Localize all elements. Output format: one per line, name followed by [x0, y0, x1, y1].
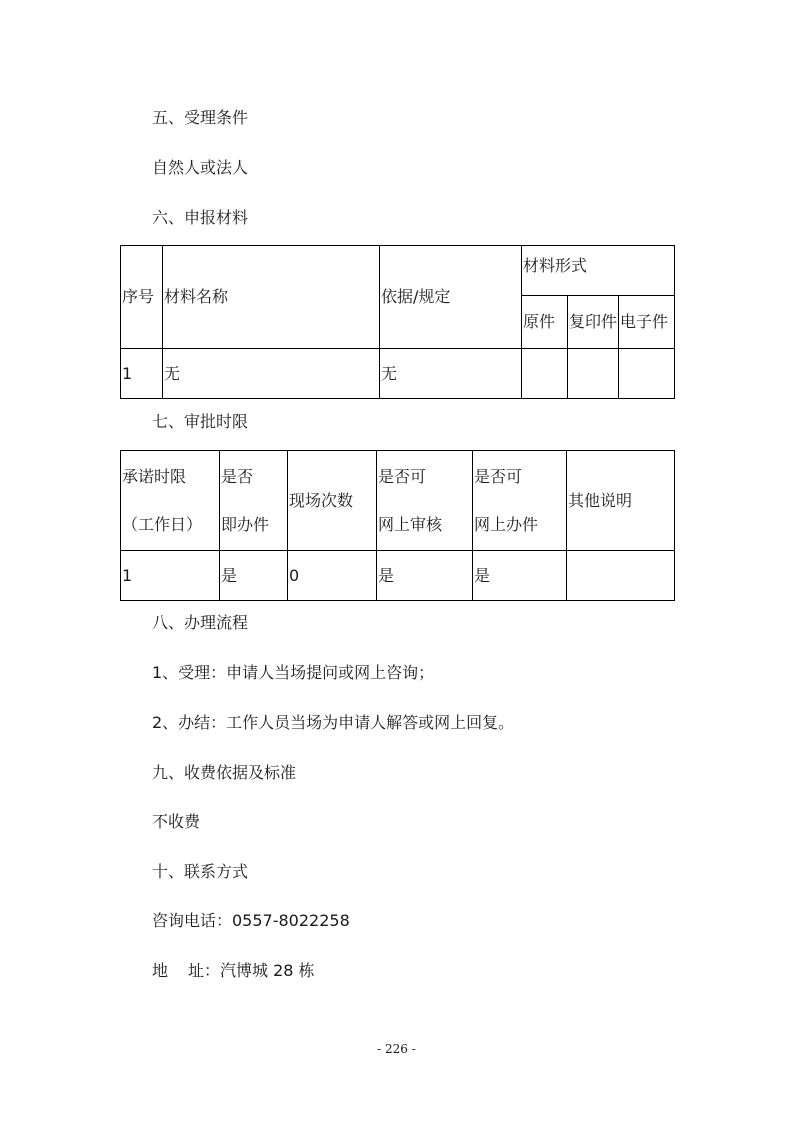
cell-online-review: 是 [377, 551, 473, 601]
section-5-body: 自然人或法人 [152, 158, 249, 177]
section-9-body: 不收费 [152, 812, 201, 831]
header-material-name: 材料名称 [163, 246, 380, 349]
section-10-title: 十、联系方式 [152, 862, 249, 881]
table-row [121, 551, 675, 601]
page-number: - 226 - [377, 1042, 416, 1056]
header-instant: 是否 即办件 [220, 451, 288, 551]
header-visits: 现场次数 [288, 451, 377, 551]
cell-electronic [619, 349, 675, 399]
header-material-form: 材料形式 [522, 246, 675, 296]
cell-other [567, 551, 675, 601]
cell-copy [568, 349, 619, 399]
header-electronic: 电子件 [619, 296, 675, 349]
cell-seq: 1 [121, 349, 163, 399]
table-row [121, 349, 675, 399]
header-basis: 依据/规定 [380, 246, 522, 349]
header-limit: 承诺时限 （工作日） [121, 451, 220, 551]
section-5-title: 五、受理条件 [152, 108, 249, 127]
section-7-title: 七、审批时限 [152, 412, 249, 431]
header-other: 其他说明 [567, 451, 675, 551]
address-value: 址：汽博城 28 栋 [188, 961, 315, 980]
contact-phone: 咨询电话：0557-8022258 [152, 911, 350, 930]
approval-table [120, 450, 675, 601]
cell-original [522, 349, 568, 399]
process-step-1: 1、受理：申请人当场提问或网上咨询； [152, 663, 435, 682]
materials-table [120, 245, 675, 399]
cell-basis: 无 [380, 349, 522, 399]
address-label-part: 地 [152, 961, 169, 980]
header-original: 原件 [522, 296, 568, 349]
section-9-title: 九、收费依据及标准 [152, 763, 297, 782]
section-6-title: 六、申报材料 [152, 208, 249, 227]
header-online-review: 是否可 网上审核 [377, 451, 473, 551]
process-step-2: 2、办结：工作人员当场为申请人解答或网上回复。 [152, 713, 515, 732]
contact-address [152, 961, 315, 981]
section-8-title: 八、办理流程 [152, 613, 249, 632]
cell-limit: 1 [121, 551, 220, 601]
cell-instant: 是 [220, 551, 288, 601]
header-seq: 序号 [121, 246, 163, 349]
header-copy: 复印件 [568, 296, 619, 349]
cell-visits: 0 [288, 551, 377, 601]
cell-material-name: 无 [163, 349, 380, 399]
cell-online-handle: 是 [473, 551, 567, 601]
header-online-handle: 是否可 网上办件 [473, 451, 567, 551]
